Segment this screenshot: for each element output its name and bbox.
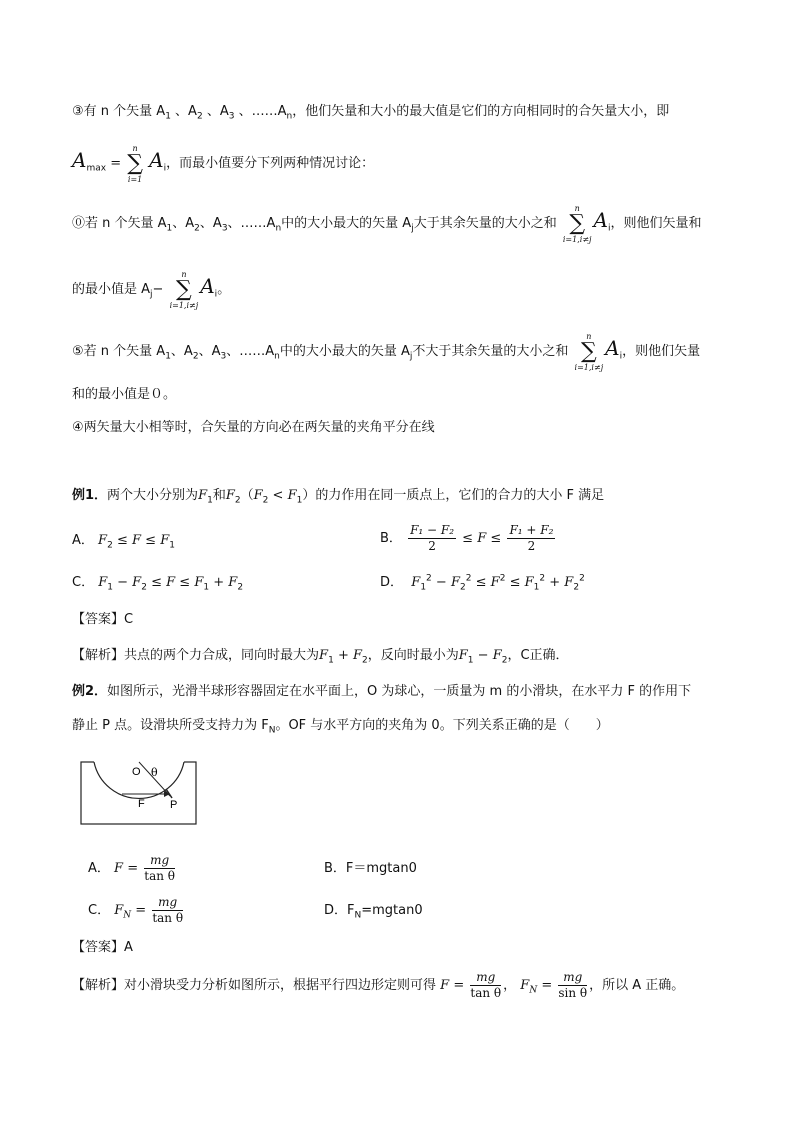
- ex1-option-a[interactable]: A． $F_2 \le F \le F_1$: [72, 533, 175, 551]
- ex2-label: 例2．: [72, 684, 108, 699]
- para-b-line1: ⑤若 n 个矢量 $A_1$、$A_2$、$A_3$、$\dots\dots A_n$中的大小最大的矢量 $A_j$不大于其余矢量的大小之和 n ∑ i=1,i≠j $A_i$，则他们矢量: [72, 331, 701, 372]
- pa-mid2: 大于其余矢量的大小之和: [413, 216, 557, 231]
- pa-tail: ，则他们矢量和: [610, 216, 702, 231]
- example-1-stem: 例1．两个大小分别为$F_1$和$F_2(F_2 < F_1)$的力作用在同一质点上，它们的合力的大小 F 满足: [72, 488, 605, 506]
- p3b-text: ，而最小值要分下列两种情况讨论：: [166, 156, 375, 171]
- ex1-option-d[interactable]: D． $F_1^2 - F_2^2 \le F^2 \le F_1^2 + F_2^2$: [380, 573, 585, 593]
- fig-label-p: P: [170, 799, 178, 811]
- ex2-answer: 【答案】A: [72, 940, 133, 955]
- fig-label-o: O: [132, 766, 141, 778]
- para-a-line1: ⓪若 n 个矢量 $A_1$、$A_2$、$A_3$、$\dots\dots A_n$中的大小最大的矢量 $A_j$大于其余矢量的大小之和 n ∑ i=1,i≠j $A_i$，则他们矢量和: [72, 203, 702, 244]
- ex1-analysis: 【解析】共点的两个力合成，同向时最大为$F_1 + F_2$，反向时最小为$F_1 - F_2$，C正确．: [72, 648, 569, 666]
- para-3-line1: ③有 n 个矢量 $A_1$ 、$A_2$ 、$A_3$ 、$\dots\dots A_n$，他们矢量和大小的最大值是它们的方向相同时的合矢量大小，即: [72, 104, 670, 122]
- ex1-answer: 【答案】C: [72, 612, 134, 627]
- fig-label-theta: θ: [151, 766, 158, 779]
- sum-symbol: n ∑ i=1: [127, 143, 143, 184]
- para-a-line2: 的最小值是 $A_j-$ n ∑ i=1,i≠j $A_i$。: [72, 269, 231, 310]
- ex2-option-c[interactable]: C． $F_N$ = $\frac{mg}{\text{tan θ}}$: [88, 895, 184, 925]
- pa-mid: 中的大小最大的矢量 A: [281, 216, 412, 231]
- pa2-lead: 的最小值是 A: [72, 282, 151, 297]
- hemisphere-figure: [80, 758, 198, 826]
- pa2-tail: 。: [217, 282, 231, 297]
- para-3-line2: $A_{max}$ = n ∑ i=1 $A_i$，而最小值要分下列两种情况讨论：: [72, 143, 375, 184]
- ex2-option-d[interactable]: D．$F_N=mgtan0$: [324, 903, 423, 921]
- example-2-line2: 静止 P 点。设滑块所受支持力为 $F_N$。OF 与水平方向的夹角为 0。下列关系正确的是（ ）: [72, 718, 609, 736]
- pb-mid2: 不大于其余矢量的大小之和: [412, 344, 569, 359]
- ex1-label: 例1．: [72, 488, 108, 503]
- amax-symbol: A: [72, 148, 87, 172]
- ex2-analysis: 【解析】对小滑块受力分析如图所示，根据平行四边形定则可得 F = $\frac{mg}{\text{tan θ}}$ ， $F_N$ = $\frac{mg}{\text{sin θ}}$ ，所以 A 正确。: [72, 970, 685, 1000]
- fig-label-f: F: [138, 798, 145, 810]
- pb-tail: ，则他们矢量: [622, 344, 701, 359]
- example-2-line1: 例2．如图所示，光滑半球形容器固定在水平面上，O 为球心，一质量为 m 的小滑块，在水平力 F 的作用下: [72, 684, 692, 699]
- ex1-option-b[interactable]: B． $\frac{\text{F₁ − F₂}}{2}$ ≤ F ≤ $\frac{\text{F₁ + F₂}}{2}$: [380, 523, 554, 553]
- amax-sub: max: [86, 163, 107, 174]
- p3-prefix: ③有 n 个矢量 A: [72, 104, 166, 119]
- ex1-option-c[interactable]: C． $F_1 - F_2 \le F \le F_1 + F_2$: [72, 575, 244, 593]
- ai-symbol: A: [149, 148, 164, 172]
- p3-mid: ，他们矢量和大小的最大值是它们的方向相同时的合矢量大小，即: [292, 104, 670, 119]
- pb-lead: ⑤若 n 个矢量 A: [72, 344, 166, 359]
- para-4: ④两矢量大小相等时，合矢量的方向必在两矢量的夹角平分在线: [72, 420, 435, 435]
- ex2-option-a[interactable]: A． F = $\frac{mg}{\text{tan θ}}$: [88, 853, 176, 883]
- pa-lead: ⓪若 n 个矢量 A: [72, 216, 167, 231]
- para-b-line2: 和的最小值是０。: [72, 387, 177, 402]
- ex2-option-b[interactable]: B．F＝mgtan0: [324, 861, 417, 876]
- pb-mid: 中的大小最大的矢量 A: [279, 344, 410, 359]
